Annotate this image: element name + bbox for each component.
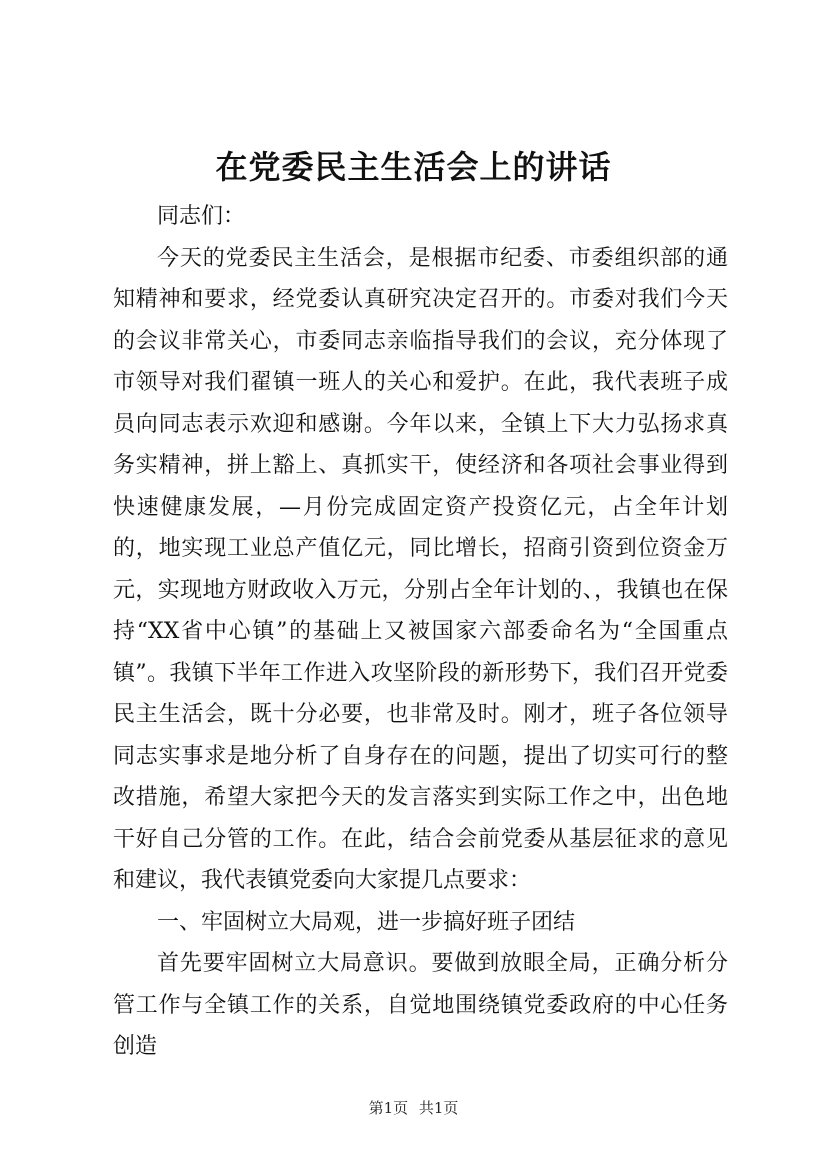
salutation: 同志们： xyxy=(157,204,246,229)
paragraph: 首先要牢固树立大局意识。要做到放眼全局，正确分析分管工作与全镇工作的关系，自觉地围绕镇党委政府的中心任务创造 xyxy=(113,951,728,1059)
page-footer xyxy=(0,1098,827,1118)
total-pages: 共1页 xyxy=(418,1099,459,1117)
section-heading: 一、牢固树立大局观，进一步搞好班子团结 xyxy=(157,909,576,935)
page-number: 第1页 xyxy=(368,1099,409,1117)
document-body xyxy=(113,196,728,1068)
document-title: 在党委民主生活会上的讲话 xyxy=(215,148,612,186)
paragraph: 今天的党委民主生活会，是根据市纪委、市委组织部的通知精神和要求，经党委认真研究决定召开的。市委对我们今天的会议非常关心，市委同志亲临指导我们的会议，充分体现了市领导对我们翟镇一班人的关心和爱护。在此，我代表班子成员向同志表示欢迎和感谢。今年以来，全镇上下大力弘扬求真务实精神，拼上豁上、真抓实干，使经济和各项社会事业得到快速健康发展，—月份完成固定资产投资亿元，占全年计划的，地实现工业总产值亿元，同比增长，招商引资到位资金万元，实现地方财政收入万元，分别占全年计划的、，我镇也在保持“XX省中心镇”的基础上又被国家六部委命名为“全国重点镇”。我镇下半年工作进入攻坚阶段的新形势下，我们召开党委民主生活会，既十分必要，也非常及时。刚才，班子各位领导同志实事求是地分析了自身存在的问题，提出了切实可行的整改措施，希望大家把今天的发言落实到实际工作之中，出色地干好自己分管的工作。在此，结合会前党委从基层征求的意见和建议，我代表镇党委向大家提几点要求： xyxy=(113,245,728,893)
